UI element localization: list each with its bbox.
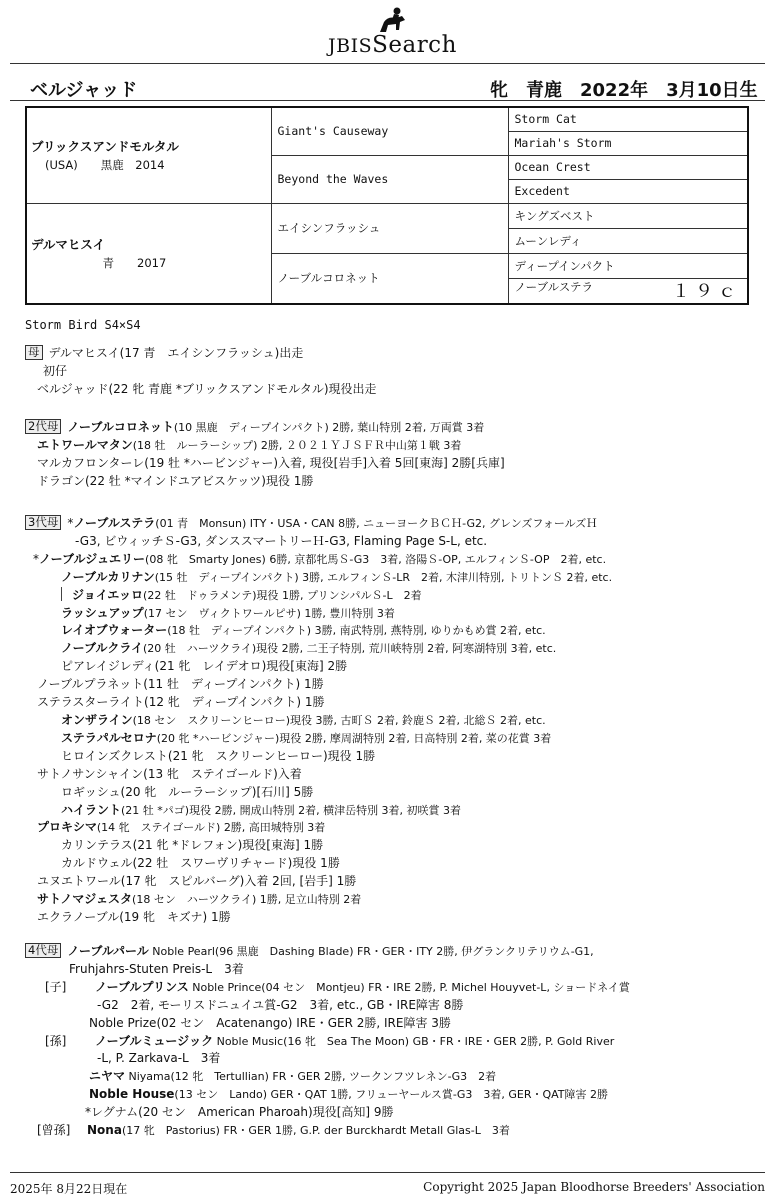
horse-name: ベルジャッド	[30, 80, 138, 101]
horse-link[interactable]: ハイラント	[61, 802, 122, 817]
horse-link[interactable]: ステラパルセロナ	[61, 730, 157, 745]
gen4-line	[25, 1068, 763, 1086]
horse-record: ステラスターライト(12 牝 ディープインパクト) 1勝	[37, 695, 325, 710]
gen3-cell-last[interactable]	[508, 278, 748, 304]
gen3-cell[interactable]: ディープインパクト	[508, 253, 748, 278]
gen2-line	[25, 473, 763, 491]
dam-dam-cell[interactable]: ノーブルコロネット	[271, 253, 508, 304]
horse-record: (22 牡 ドゥラメンテ)現役 1勝, プリンシパルＳ-L 2着	[143, 588, 422, 602]
gen3-cell[interactable]: Storm Cat	[508, 107, 748, 131]
horse-record: (18 牡 ルーラーシップ) 2勝, ２０２１ＹＪＳＦＲ中山第１戦 3着	[132, 438, 462, 452]
gen3-line	[25, 533, 763, 551]
gen2-line	[25, 419, 763, 437]
horse-record: ピアレイジレディ(21 牝 レイデオロ)現役[東海] 2勝	[61, 659, 348, 674]
horse-link[interactable]: ノーブルミュージック	[95, 1033, 214, 1048]
horse-record: ヒロインズクレスト(21 牝 スクリーンヒーロー)現役 1勝	[61, 748, 376, 763]
dam-tag: 母	[25, 345, 43, 360]
horse-record: ノーブルプラネット(11 牡 ディープインパクト) 1勝	[37, 677, 324, 692]
gen3-line	[25, 766, 763, 784]
horse-record: (17 セン ヴィクトワールピサ) 1勝, 豊川特別 3着	[143, 606, 395, 620]
gen3-line	[25, 873, 763, 891]
horse-link[interactable]: プロキシマ	[37, 820, 97, 835]
gen3-line	[25, 819, 763, 837]
gen2-line	[25, 455, 763, 473]
horse-record: サトノサンシャイン(13 牝 ステイゴールド)入着	[37, 766, 302, 781]
gen3-line	[25, 658, 763, 676]
gen3-cell[interactable]: Ocean Crest	[508, 155, 748, 179]
horse-record: (13 セン Lando) GER・QAT 1勝, フリューヤールス賞-G3 3着, GER・QAT障害 2勝	[174, 1088, 609, 1102]
family-number: １９ｃ	[672, 280, 741, 302]
gen3-line	[25, 730, 763, 748]
gen3-tag: 3代母	[25, 515, 61, 530]
logo-jbis: JBIS	[328, 35, 373, 57]
horse-record: Noble Music(16 牝 Sea The Moon) GB・FR・IRE・GER 2勝, P. Gold River	[213, 1034, 615, 1048]
horse-record: (10 黒鹿 ディープインパクト) 2勝, 葉山特別 2着, 万両賞 3着	[173, 421, 485, 434]
horse-link[interactable]: Nona	[87, 1123, 122, 1138]
horse-record: (14 牝 ステイゴールド) 2勝, 高田城特別 3着	[96, 821, 326, 835]
dam-line: デルマヒスイ(17 青 エイシンフラッシュ)出走	[48, 346, 304, 360]
gen3-name[interactable]: ノーブルステラ	[514, 279, 594, 294]
horse-link[interactable]: Noble House	[89, 1087, 175, 1102]
import-mark: *	[33, 551, 39, 566]
horse-link[interactable]: エトワールマタン	[37, 437, 133, 452]
gen3-line	[25, 784, 763, 802]
horse-record: -G3, ビウィッチＳ-G3, ダンススマートリーＨ-G3, Flaming Page S-L, etc.	[75, 533, 488, 548]
gen4-line	[25, 1015, 763, 1033]
jbis-logo[interactable]	[328, 6, 460, 58]
dam-sire-cell[interactable]: エイシンフラッシュ	[271, 203, 508, 253]
gen3-line	[25, 837, 763, 855]
horse-meta: 牝 青鹿 2022年 3月10日生	[490, 80, 758, 101]
horse-link[interactable]: ノーブルクライ	[61, 641, 143, 656]
horse-link[interactable]: ラッシュアップ	[61, 605, 144, 620]
gen4-line	[25, 1050, 763, 1068]
horse-record: (18 セン ハーツクライ) 1勝, 足立山特別 2着	[132, 893, 362, 907]
horse-record: (01 青 Monsun) ITY・USA・CAN 8勝, ニューヨークＢＣＨ-G2, グレンズフォールズＨ	[155, 517, 598, 530]
gen3-cell[interactable]: Excedent	[508, 179, 748, 203]
gen4-line	[25, 1033, 763, 1051]
gen3-line	[25, 569, 763, 587]
horse-record: ユヌエトワール(17 牝 スピルバーグ)入着 2回, [岩手] 1勝	[37, 874, 357, 889]
horse-link[interactable]: ノーブルステラ	[73, 516, 156, 530]
gen3-section	[25, 515, 763, 927]
gen3-cell[interactable]: キングズベスト	[508, 203, 748, 228]
dam-line: ベルジャッド(22 牝 青鹿 *ブリックスアンドモルタル)現役出走	[37, 381, 377, 396]
dam-name[interactable]: デルマヒスイ	[31, 237, 106, 252]
horse-link[interactable]: ノーブルコロネット	[67, 420, 174, 434]
horse-record: (08 牝 Smarty Jones) 6勝, 京都牝馬Ｓ-G3 3着, 洛陽Ｓ-OP, エルフィンＳ-OP 2着, etc.	[145, 552, 607, 566]
gen3-cell[interactable]: ムーンレディ	[508, 228, 748, 253]
dam-info: 青 2017	[45, 256, 167, 270]
horse-link[interactable]: オンザライン	[61, 712, 133, 727]
gen3-line	[25, 909, 763, 927]
horse-record: *レグナム(20 セン American Pharoah)現役[高知] 9勝	[85, 1105, 394, 1120]
header-divider	[10, 63, 765, 64]
tree-bar	[61, 587, 62, 601]
title-divider	[10, 100, 765, 101]
gen4-line	[25, 979, 763, 997]
horse-record: (20 牝 *ハービンジャー)現役 2勝, 摩周湖特別 2着, 日高特別 2着, 菜の花賞 3着	[156, 731, 552, 745]
horse-record: Noble Pearl(96 黒鹿 Dashing Blade) FR・GER・ITY 2勝, 伊グランクリテリウム-G1,	[148, 945, 594, 958]
sire-cell[interactable]	[26, 107, 271, 203]
horse-record: (18 牡 ディープインパクト) 3勝, 南武特別, 燕特別, ゆりかもめ賞 2着, etc.	[167, 624, 546, 638]
gen3-line	[25, 712, 763, 730]
horse-link[interactable]: ノーブルジュエリー	[39, 551, 146, 566]
horse-record: ロギッシュ(20 牝 ルーラーシップ)[石川] 5勝	[61, 784, 314, 799]
horse-link[interactable]: ノーブルパール	[67, 944, 149, 958]
horse-record: カリンテラス(21 牝 *ドレフォン)現役[東海] 1勝	[61, 838, 324, 853]
sire-dam-cell[interactable]: Beyond the Waves	[271, 155, 508, 203]
gen4-line	[25, 1122, 763, 1140]
horse-record: ドラゴン(22 牡 *マインドユアビスケッツ)現役 1勝	[37, 473, 314, 488]
footer-divider	[10, 1172, 765, 1173]
gen2-line	[25, 437, 763, 455]
gen3-line	[25, 891, 763, 909]
gen4-line	[25, 943, 763, 961]
sire-sire-cell[interactable]: Giant's Causeway	[271, 107, 508, 155]
horse-record: (18 セン スクリーンヒーロー)現役 3勝, 古町Ｓ 2着, 鈴鹿Ｓ 2着, 北総Ｓ 2着, etc.	[132, 713, 546, 727]
gen3-cell[interactable]: Mariah's Storm	[508, 131, 748, 155]
gen4-tag: 4代母	[25, 943, 61, 958]
footer-copyright: Copyright 2025 Japan Bloodhorse Breeders' Association	[423, 1180, 765, 1194]
horse-record: Noble Prize(02 セン Acatenango) IRE・GER 2勝, IRE障害 3勝	[89, 1015, 451, 1030]
horse-link[interactable]: ニヤマ	[89, 1069, 126, 1084]
relation-label: [子]	[45, 979, 67, 994]
horse-record: -G2 2着, モーリスドニュイユ賞-G2 3着, etc., GB・IRE障害 8勝	[97, 997, 464, 1012]
horse-link[interactable]: ノーブルカリナン	[61, 569, 155, 584]
horse-record: (20 牡 ハーツクライ)現役 2勝, 二王子特別, 荒川峡特別 2着, 阿寒湖特別 3着, etc.	[142, 642, 557, 656]
dam-line: 初仔	[43, 363, 68, 378]
horse-record: マルカフロンターレ(19 牡 *ハービンジャー)入着, 現役[岩手]入着 5回[東海] 2勝[兵庫]	[37, 455, 505, 470]
footer-date: 2025年 8月22日現在	[10, 1182, 128, 1196]
horse-link[interactable]: サトノマジェスタ	[37, 892, 133, 907]
horse-link[interactable]: レイオブウォーター	[61, 623, 168, 638]
gen3-line	[25, 640, 763, 658]
gen3-line	[25, 551, 763, 569]
gen4-line	[25, 1086, 763, 1104]
relation-label: [曾孫]	[37, 1123, 71, 1138]
horse-link[interactable]: ノーブルプリンス	[95, 979, 189, 994]
sire-info: (USA) 黒鹿 2014	[45, 158, 165, 173]
horse-record: (15 牡 ディープインパクト) 3勝, エルフィンＳ-LR 2着, 木津川特別, トリトンＳ 2着, etc.	[154, 570, 613, 584]
gen2-tag: 2代母	[25, 419, 61, 434]
logo-search: Search	[372, 32, 457, 58]
horse-record: Noble Prince(04 セン Montjeu) FR・IRE 2勝, P. Michel Houyvet-L, ショードネイ賞	[188, 980, 630, 994]
gen3-line	[25, 748, 763, 766]
horse-link[interactable]: ジョイエッロ	[72, 587, 144, 602]
gen3-line	[25, 605, 763, 623]
gen3-line	[25, 515, 763, 533]
gen3-line	[25, 855, 763, 873]
gen4-section	[25, 943, 763, 1140]
inbreeding-note: Storm Bird S4×S4	[25, 318, 141, 332]
gen3-line	[25, 694, 763, 712]
horse-record: (17 牝 Pastorius) FR・GER 1勝, G.P. der Burckhardt Metall Glas-L 3着	[121, 1124, 510, 1138]
horse-record: -L, P. Zarkava-L 3着	[97, 1051, 221, 1066]
dam-cell[interactable]	[26, 203, 271, 304]
gen4-line	[25, 997, 763, 1015]
gen3-line	[25, 802, 763, 820]
pedigree-table	[25, 106, 749, 305]
gen3-line	[25, 622, 763, 640]
gen4-line	[25, 1104, 763, 1122]
gen2-section	[25, 419, 763, 491]
dam-section	[25, 345, 763, 399]
horse-record: エクラノーブル(19 牝 キズナ) 1勝	[37, 909, 231, 924]
horse-record: Niyama(12 牝 Tertullian) FR・GER 2勝, ツークンフツレネン-G3 2着	[125, 1070, 497, 1084]
sire-name[interactable]: ブリックスアンドモルタル	[31, 139, 179, 155]
logo-text	[328, 32, 457, 58]
horse-title-row	[10, 76, 765, 102]
horse-record: Fruhjahrs-Stuten Preis-L 3着	[69, 961, 244, 976]
horse-record: カルドウェル(22 牡 スワーヴリチャード)現役 1勝	[61, 856, 340, 871]
gen4-line	[25, 961, 763, 979]
gen3-line	[25, 587, 763, 605]
horse-record: (21 牡 *パゴ)現役 2勝, 開成山特別 2着, 横津岳特別 3着, 初咲賞 3着	[121, 803, 462, 817]
gen3-line	[25, 676, 763, 694]
import-mark: *	[67, 516, 74, 530]
relation-label: [孫]	[45, 1033, 67, 1048]
